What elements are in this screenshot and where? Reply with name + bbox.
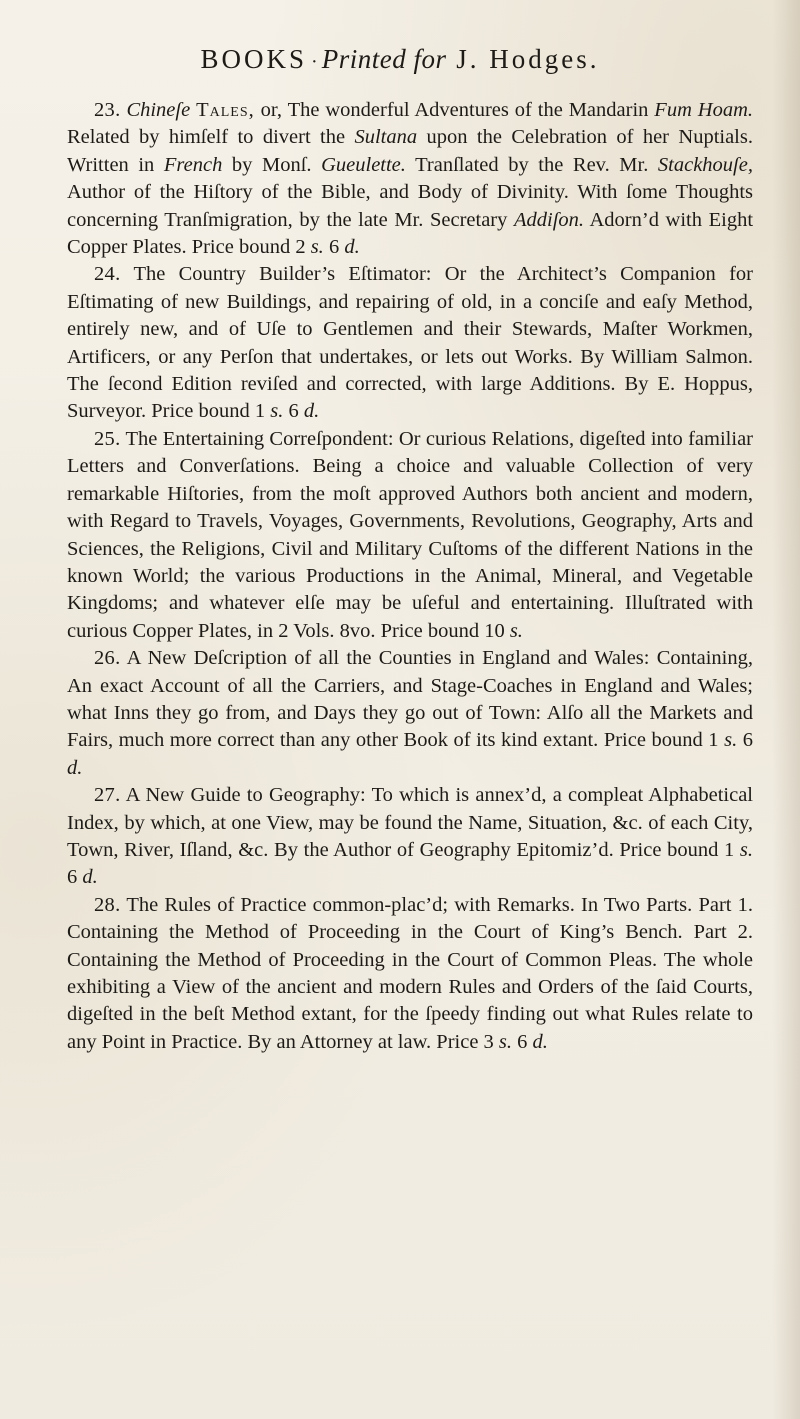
- entry-text: Author of the Hiſtory of the Bible, and Body of Divinity. With ſome Thoughts concerning Tranſmigration, by the late Mr. Secretary: [67, 181, 753, 231]
- book-list: [67, 97, 753, 1056]
- entry-text: The Rules of Practice common-plac’d; with Remarks. In Two Parts. Part 1. Containing the Method of Proceeding in the Court of King’s Bench. Part 2. Containing the Method of Proceeding in the Court of Common Pleas. The whole exhibiting a View of the ancient and modern Rules and Orders of the ſaid Courts, digeſted in the beſt Method extant, for the ſpeedy finding out what Rules relate to any Point in Practice. By an Attorney at law. Price 3: [67, 893, 753, 1053]
- running-head-italic: Printed for: [321, 44, 447, 74]
- book-entry-24: [67, 261, 753, 425]
- entry-title-smallcaps: Tales,: [196, 99, 255, 121]
- entry-price: 6: [323, 236, 345, 259]
- entry-number: 27.: [94, 784, 121, 807]
- entry-price-unit: d.: [344, 236, 360, 259]
- book-entry-23: [67, 97, 753, 261]
- entry-text: upon the Celebration of her Nuptials. Written in: [67, 126, 753, 176]
- book-entry-28: [67, 892, 753, 1056]
- book-entry-27: [67, 782, 753, 892]
- book-entry-26: [67, 645, 753, 782]
- entry-italic: Addiſon.: [513, 208, 585, 231]
- book-entry-25: [67, 426, 753, 645]
- entry-italic: Sultana: [354, 126, 418, 149]
- entry-number: 25.: [94, 427, 121, 450]
- entry-text: by Monſ.: [222, 153, 322, 176]
- entry-price-unit: d.: [82, 866, 98, 889]
- entry-price-unit: d.: [67, 756, 83, 779]
- entry-italic: French: [163, 153, 223, 176]
- entry-price: 6: [512, 1030, 533, 1053]
- entry-price-unit: s.: [739, 838, 753, 861]
- entry-text: A New Guide to Geography: To which is annex’d, a compleat Alphabetical Index, by which, at one View, may be found the Name, Situation, &c. of each City, Town, River, Iſland, &c. By the Author of Geography Epitomiz’d. Price bound 1: [67, 784, 753, 861]
- entry-price: 6: [283, 400, 304, 423]
- entry-price: 6: [67, 866, 83, 889]
- entry-number: 26.: [94, 647, 121, 670]
- entry-number: 23.: [94, 99, 121, 121]
- entry-number: 24.: [94, 263, 121, 286]
- entry-text: Related by himſelf to divert the: [67, 126, 355, 149]
- entry-price-unit: d.: [303, 400, 320, 423]
- entry-italic: Stackhouſe,: [657, 153, 753, 176]
- entry-price-unit: s.: [724, 729, 738, 752]
- entry-title-italic: Chineſe: [126, 99, 191, 121]
- entry-text: The Entertaining Correſpondent: Or curious Relations, digeſted into familiar Letters and Converſations. Being a choice and valuable Collection of very remarkable Hiſtories, from the moſt approved Authors both ancient and modern, with Regard to Travels, Voyages, Governments, Revolutions, Geography, Arts and Sciences, the Religions, Civil and Military Cuſtoms of the different Nations in the known World; the various Productions in the Animal, Mineral, and Vegetable Kingdoms; and whatever elſe may be uſeful and entertaining. Illuſtrated with curious Copper Plates, in 2 Vols. 8vo. Price bound 10: [67, 427, 753, 642]
- entry-italic: Fum Hoam.: [654, 99, 754, 121]
- entry-text: A New Deſcription of all the Counties in England and Wales: Containing, An exact Account of all the Carriers, and Stage-Coaches in England and Wales; what Inns they go from, and Days they go out of Town: Alſo all the Markets and Fairs, much more correct than any other Book of its kind extant. Price bound 1: [67, 647, 753, 752]
- entry-price-unit: s.: [498, 1030, 513, 1053]
- entry-price-unit: s.: [270, 400, 284, 423]
- entry-price: Adorn’d with Eight Copper Plates. Price bound 2: [67, 208, 754, 259]
- running-head-separator: ·: [311, 51, 318, 73]
- entry-number: 28.: [94, 893, 121, 916]
- entry-price-unit: s.: [509, 619, 523, 642]
- entry-text: or, The wonderful Adventures of the Mandarin: [254, 99, 655, 121]
- running-head-prefix: BOOKS: [200, 44, 308, 74]
- entry-price: 6: [737, 729, 754, 752]
- entry-text: The Country Builder’s Eſtimator: Or the Architect’s Companion for Eſtimating of new Buildings, and repairing of old, in a conciſe and eaſy Method, entirely new, and of Uſe to Gentlemen and their Stewards, Maſter Workmen, Artificers, or any Perſon that undertakes, or lets out Works. By William Salmon. The ſecond Edition reviſed and corrected, with large Additions. By E. Hoppus, Surveyor. Price bound 1: [67, 263, 753, 423]
- entry-price-unit: d.: [532, 1030, 548, 1053]
- running-head-publisher: J. Hodges.: [456, 44, 600, 74]
- entry-italic: Gueulette.: [321, 153, 406, 176]
- entry-text: Tranſlated by the Rev. Mr.: [405, 153, 658, 176]
- page-edge-shadow: [772, 0, 800, 1419]
- entry-price-unit: s.: [310, 236, 324, 259]
- running-head: [0, 44, 800, 75]
